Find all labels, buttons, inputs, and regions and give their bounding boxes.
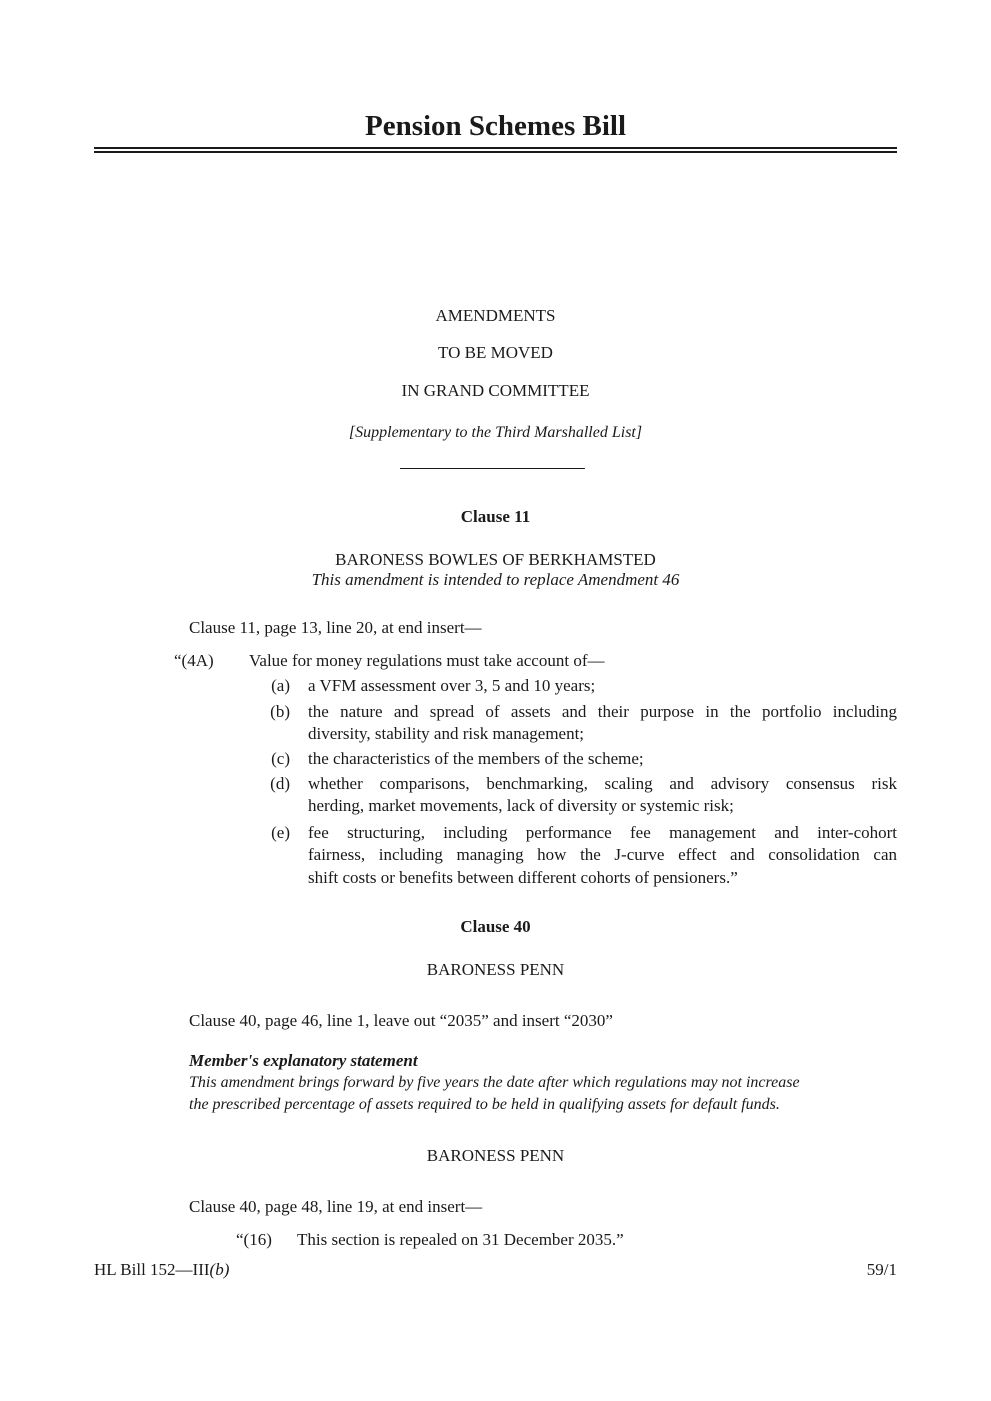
title-rule-top [94, 147, 897, 149]
explanatory-statement-line: the prescribed percentage of assets required to be held in qualifying assets for default funds. [189, 1096, 780, 1113]
intro-subtitle: [Supplementary to the Third Marshalled List] [348, 424, 643, 441]
clause-40-member-2: BARONESS PENN [426, 1146, 565, 1165]
sub-label-16: “(16) [236, 1230, 272, 1249]
sub-text-4a: Value for money regulations must take account of— [249, 651, 605, 670]
clause-11-note: This amendment is intended to replace Amendment 46 [311, 570, 680, 589]
footer-page-number: 59/1 [866, 1260, 897, 1279]
clause-40-member-1: BARONESS PENN [426, 960, 565, 979]
clause-40-instruction-2: Clause 40, page 48, line 19, at end insert— [189, 1197, 483, 1216]
explanatory-statement-heading: Member's explanatory statement [189, 1051, 418, 1070]
explanatory-statement-line: This amendment brings forward by five years the date after which regulations may not increase [189, 1074, 800, 1091]
page-title: Pension Schemes Bill [364, 110, 626, 142]
intro-line-2: TO BE MOVED [438, 343, 553, 362]
item-line: diversity, stability and risk management; [308, 724, 585, 743]
item-line: the characteristics of the members of the scheme; [308, 749, 644, 768]
clause-11-member: BARONESS BOWLES OF BERKHAMSTED [335, 550, 656, 569]
item-line: fairness, including managing how the J-curve effect and consolidation can [308, 845, 897, 864]
section-divider [400, 468, 585, 469]
item-line: whether comparisons, benchmarking, scaling and advisory consensus risk [308, 774, 897, 793]
item-line: a VFM assessment over 3, 5 and 10 years; [308, 676, 596, 695]
item-line: the nature and spread of assets and their purpose in the portfolio including [308, 702, 897, 721]
clause-40-instruction-1: Clause 40, page 46, line 1, leave out “2035” and insert “2030” [189, 1011, 613, 1030]
clause-11-instruction: Clause 11, page 13, line 20, at end insert— [189, 618, 482, 637]
sub-text-16: This section is repealed on 31 December 2035.” [297, 1230, 624, 1249]
item-line: herding, market movements, lack of diversity or systemic risk; [308, 796, 734, 815]
intro-line-1: AMENDMENTS [435, 306, 556, 325]
item-label: (c) [271, 749, 290, 768]
item-label: (a) [271, 676, 290, 695]
item-line: shift costs or benefits between different cohorts of pensioners.” [308, 868, 738, 887]
footer-bill-reference [94, 1259, 229, 1281]
item-label: (e) [271, 823, 290, 842]
clause-11-heading: Clause 11 [460, 507, 531, 526]
item-label: (d) [270, 774, 290, 793]
bill-suffix: (b) [209, 1260, 230, 1279]
item-label: (b) [270, 702, 290, 721]
intro-line-3: IN GRAND COMMITTEE [401, 381, 590, 400]
item-line: fee structuring, including performance fee management and inter-cohort [308, 823, 897, 842]
sub-label-4a: “(4A) [174, 651, 214, 670]
title-rule-bottom [94, 151, 897, 153]
clause-40-heading: Clause 40 [460, 917, 531, 936]
bill-ref: HL Bill 152—III [94, 1260, 210, 1279]
